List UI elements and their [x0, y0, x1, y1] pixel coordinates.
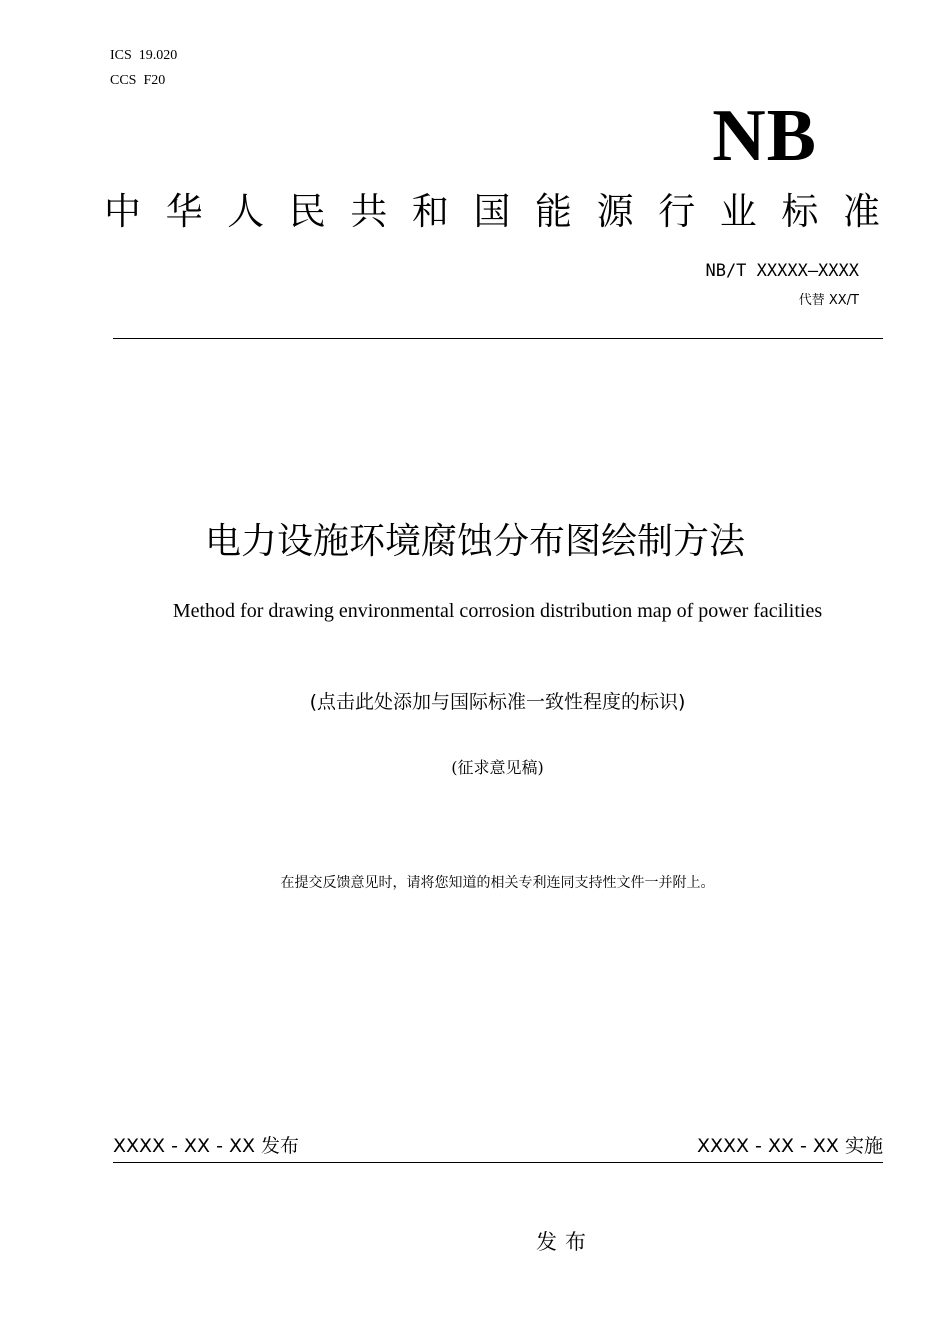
org-name-char: 和 [411, 190, 449, 233]
patent-notice: 在提交反馈意见时，请将您知道的相关专利连同支持性文件一并附上。 [280, 875, 715, 891]
org-name [104, 183, 880, 233]
document-title-cn: 电力设施环境腐蚀分布图绘制方法 [204, 521, 745, 562]
header-divider [113, 338, 883, 339]
org-name-char: 准 [842, 190, 880, 233]
org-name-char: 标 [781, 190, 819, 233]
ccs-code: CCS F20 [110, 73, 166, 88]
org-name-char: 共 [350, 190, 388, 233]
replaces-standard: 代替 XX/T [798, 293, 859, 308]
org-name-char: 业 [719, 190, 757, 233]
document-title-en: Method for drawing environmental corrosion distribution map of power facilities [172, 600, 823, 622]
nb-logo: NB [712, 95, 817, 177]
org-name-char: 民 [288, 190, 326, 233]
standard-number: NB/T XXXXX—XXXX [705, 261, 859, 281]
org-name-char: 人 [227, 190, 265, 233]
org-name-char: 华 [165, 190, 203, 233]
org-name-char: 行 [658, 190, 696, 233]
draft-status: (征求意见稿) [451, 758, 544, 777]
implementation-date: XXXX - XX - XX 实施 [696, 1135, 883, 1157]
consistency-note[interactable]: (点击此处添加与国际标准一致性程度的标识) [309, 691, 686, 713]
release-date: XXXX - XX - XX 发布 [113, 1135, 300, 1157]
ics-code: ICS 19.020 [110, 48, 178, 63]
publisher-label: 发布 [536, 1230, 594, 1254]
org-name-char: 国 [473, 190, 511, 233]
org-name-char: 源 [596, 190, 634, 233]
org-name-char: 能 [535, 190, 573, 233]
org-name-char: 中 [104, 190, 141, 233]
footer-divider [113, 1162, 883, 1163]
